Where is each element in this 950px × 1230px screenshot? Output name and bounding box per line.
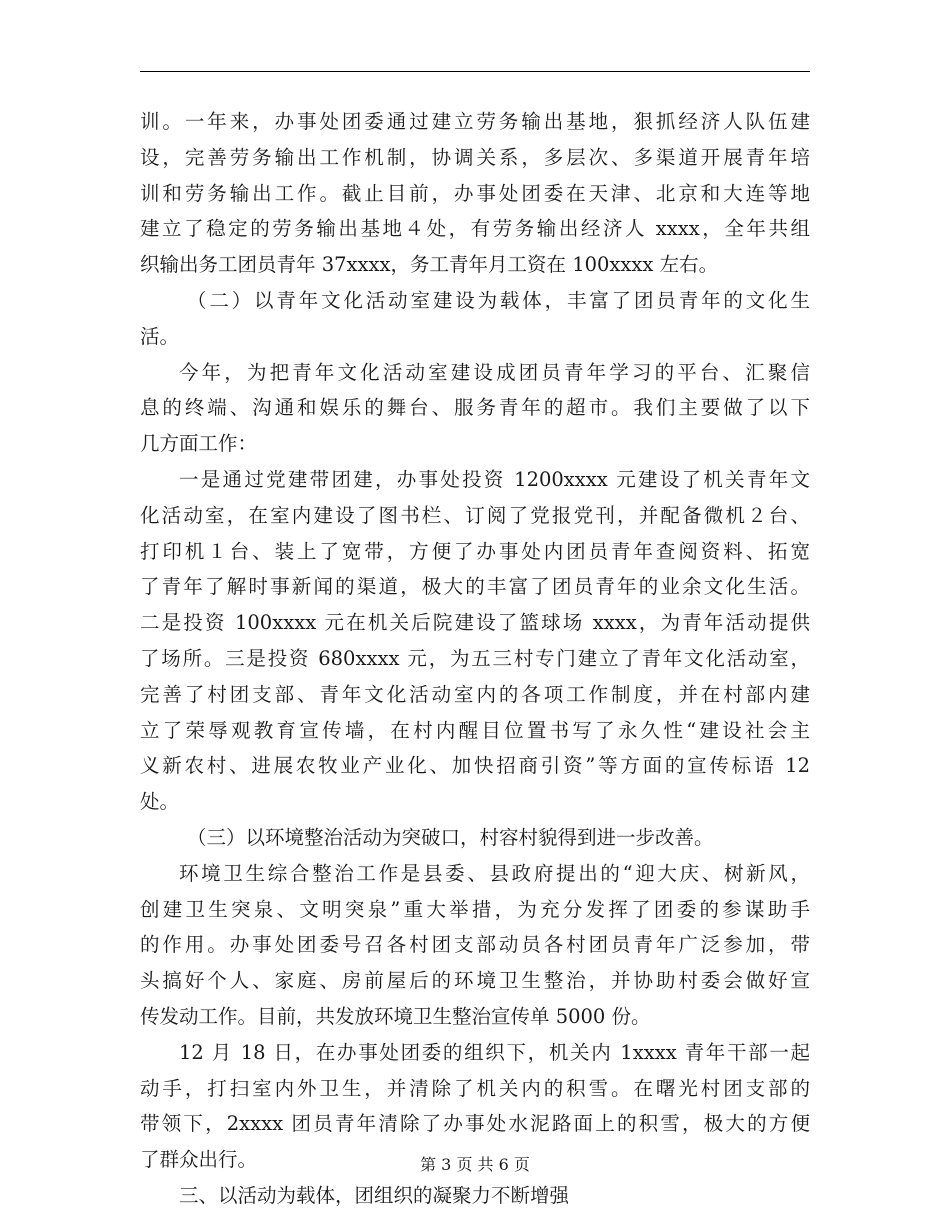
text-line: 传发动工作。目前，共发放环境卫生整治宣传单 5000 份。: [140, 1004, 651, 1028]
paragraph-start: 环境卫生综合整治工作是县委、县政府提出的“迎大庆、树新风，: [179, 861, 810, 885]
paragraph-start: 一是通过党建带团建，办事处投资 1200xxxx 元建设了机关青年文: [179, 467, 810, 491]
text-line: 打印机１台、装上了宽带，方便了办事处内团员青年查阅资料、拓宽: [140, 539, 810, 563]
text-line: 的作用。办事处团委号召各村团支部动员各村团员青年广泛参加，带: [140, 933, 810, 957]
text-line: 织输出务工团员青年 37xxxx，务工青年月工资在 100xxxx 左右。: [140, 253, 719, 277]
text-line: 训和劳务输出工作。截止目前，办事处团委在天津、北京和大连等地: [140, 181, 810, 205]
section-heading: （二）以青年文化活动室建设为载体，丰富了团员青年的文化生: [187, 288, 810, 312]
text-line: 了场所。三是投资 680xxxx 元，为五三村专门建立了青年文化活动室，: [140, 646, 810, 670]
text-line: 化活动室，在室内建设了图书栏、订阅了党报党刊，并配备微机２台、: [140, 503, 810, 527]
text-line: 头搞好个人、家庭、房前屋后的环境卫生整治，并协助村委会做好宣: [140, 969, 810, 993]
text-line: 立了荣辱观教育宣传墙，在村内醒目位置书写了永久性“建设社会主: [140, 718, 810, 742]
section-heading: （三）以环境整治活动为突破口，村容村貌得到进一步改善。: [187, 825, 714, 849]
paragraph-start: 12 月 18 日，在办事处团委的组织下，机关内 1xxxx 青年干部一起: [179, 1040, 810, 1064]
text-line: 息的终端、沟通和娱乐的舞台、服务青年的超市。我们主要做了以下: [140, 396, 810, 420]
text-line: 活。: [140, 324, 180, 348]
text-line: 几方面工作：: [140, 432, 258, 456]
text-line: 了青年了解时事新闻的渠道，极大的丰富了团员青年的业余文化生活。: [140, 575, 810, 599]
text-line: 带领下，2xxxx 团员青年清除了办事处水泥路面上的积雪，极大的方便: [140, 1112, 810, 1136]
header-rule: [140, 71, 810, 72]
text-line: 义新农村、进展农牧业产业化、加快招商引资”等方面的宣传标语 12: [140, 754, 810, 778]
text-line: 完善了村团支部、青年文化活动室内的各项工作制度，并在村部内建: [140, 682, 810, 706]
text-line: 动手，打扫室内外卫生，并清除了机关内的积雪。在曙光村团支部的: [140, 1076, 810, 1100]
text-line: 建立了稳定的劳务输出基地４处，有劳务输出经济人 xxxx，全年共组: [140, 217, 810, 241]
paragraph-start: 今年，为把青年文化活动室建设成团员青年学习的平台、汇聚信: [179, 360, 810, 384]
text-line: 创建卫生突泉、文明突泉”重大举措，为充分发挥了团委的参谋助手: [140, 897, 810, 921]
text-line: 设，完善劳务输出工作机制，协调关系，多层次、多渠道开展青年培: [140, 145, 810, 169]
page-number: 第 3 页 共 6 页: [420, 1155, 530, 1174]
text-line: 训。一年来，办事处团委通过建立劳务输出基地，狠抓经济人队伍建: [140, 110, 810, 133]
document-body: [140, 104, 810, 1214]
text-line: 处。: [140, 790, 180, 814]
text-line: 了群众出行。: [140, 1148, 258, 1172]
text-line: 二是投资 100xxxx 元在机关后院建设了篮球场 xxxx，为青年活动提供: [140, 611, 810, 635]
section-heading: 三、以活动为载体，团组织的凝聚力不断增强: [179, 1183, 570, 1207]
